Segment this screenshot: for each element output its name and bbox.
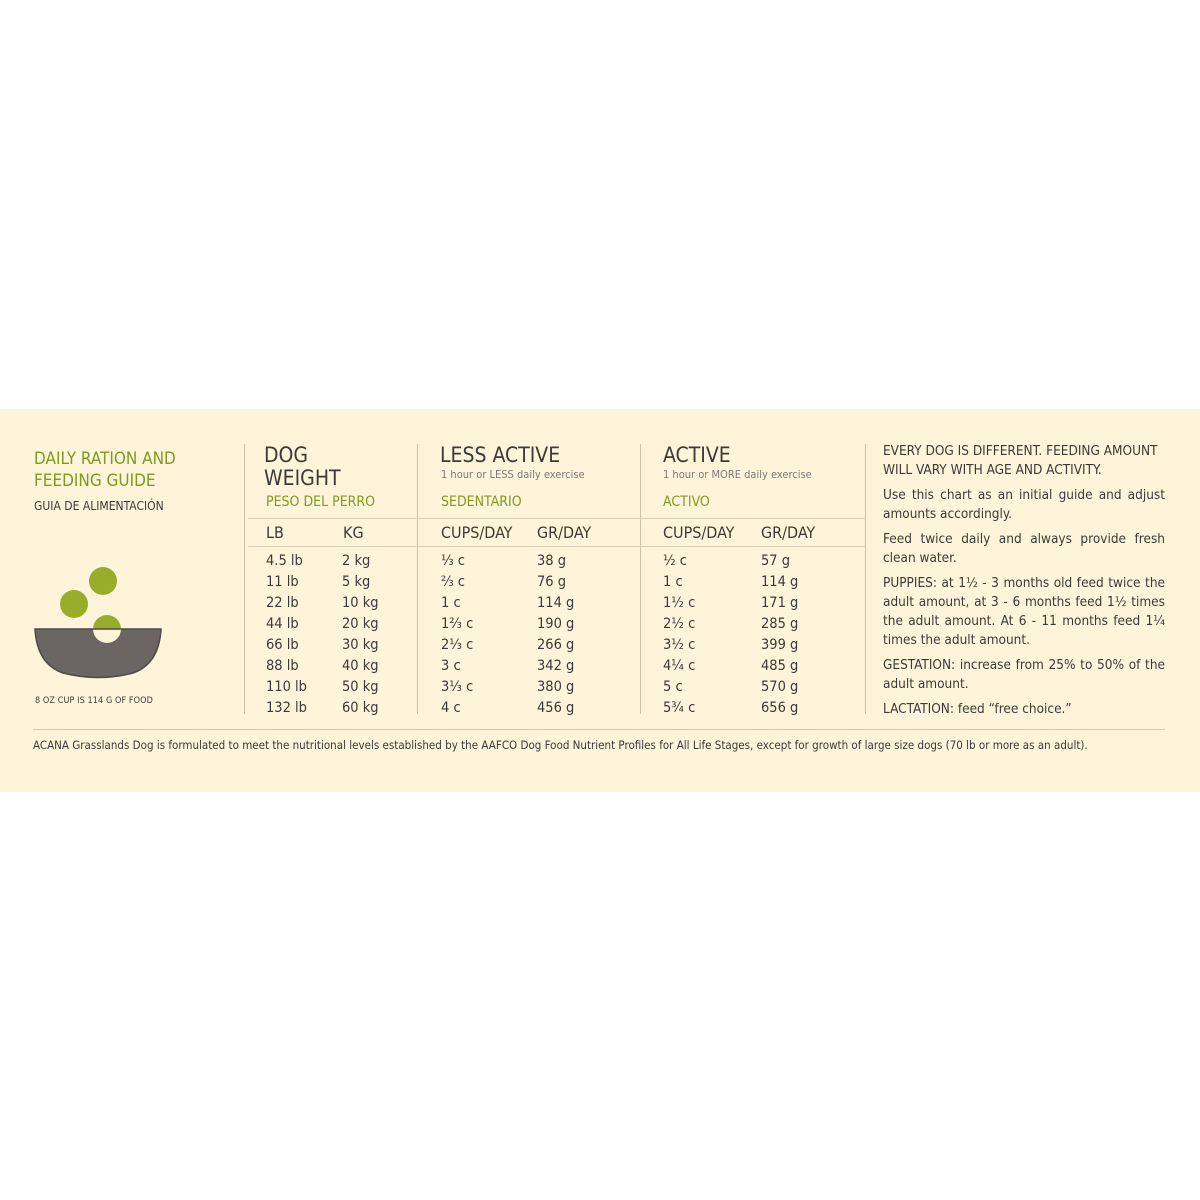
active-cups-cell: 3½ c [663, 637, 696, 653]
less-active-cups-column [441, 551, 473, 719]
less-active-spanish: SEDENTARIO [441, 494, 522, 510]
kibble-icon [60, 590, 88, 618]
units-rule [248, 546, 866, 547]
active-cups-cell: 5¾ c [663, 700, 696, 716]
active-gr-cell: 399 g [761, 637, 799, 653]
footer-rule [33, 729, 1165, 730]
weight-lb-cell: 44 lb [266, 616, 299, 632]
weight-lb-cell: 66 lb [266, 637, 299, 653]
weight-lb-cell: 110 lb [266, 679, 307, 695]
less-active-cups-cell: 1⅔ c [441, 616, 474, 632]
notes-gestation: GESTATION: increase from 25% to 50% of the adult amount. [883, 657, 1165, 692]
active-spanish: ACTIVO [663, 494, 710, 510]
lb-column [266, 551, 307, 719]
kibble-icon [93, 615, 121, 629]
active-gr-cell: 485 g [761, 658, 799, 674]
less-active-cups-cell: 3⅓ c [441, 679, 474, 695]
active-note: 1 hour or MORE daily exercise [663, 468, 812, 481]
less-active-gr-cell: 456 g [537, 700, 575, 716]
weight-lb-cell: 4.5 lb [266, 553, 303, 569]
weight-kg-cell: 30 kg [342, 637, 379, 653]
notes-paragraph: Feed twice daily and always provide fresh clean water. [883, 531, 1165, 566]
active-gr-cell: 57 g [761, 553, 791, 569]
weight-kg-cell: 50 kg [342, 679, 379, 695]
less-active-cups-header: CUPS/DAY [441, 523, 513, 542]
less-active-gr-cell: 342 g [537, 658, 575, 674]
active-cups-header: CUPS/DAY [663, 523, 735, 542]
notes-headline: EVERY DOG IS DIFFERENT. FEEDING AMOUNT WILL VARY WITH AGE AND ACTIVITY. [883, 443, 1158, 478]
less-active-cups-cell: 3 c [441, 658, 461, 674]
less-active-cups-cell: 1 c [441, 595, 461, 611]
weight-lb-cell: 22 lb [266, 595, 299, 611]
less-active-gr-column [537, 551, 574, 719]
dog-weight-spanish: PESO DEL PERRO [266, 494, 376, 510]
weight-kg-cell: 2 kg [342, 553, 371, 569]
weight-kg-cell: 5 kg [342, 574, 371, 590]
weight-kg-cell: 10 kg [342, 595, 379, 611]
column-divider [640, 444, 641, 714]
active-cups-cell: 4¼ c [663, 658, 696, 674]
column-divider [244, 444, 245, 714]
less-active-gr-cell: 266 g [537, 637, 575, 653]
column-divider [865, 444, 866, 714]
weight-kg-cell: 60 kg [342, 700, 379, 716]
feeding-notes [883, 442, 1165, 725]
active-gr-column [761, 551, 798, 719]
active-gr-cell: 656 g [761, 700, 799, 716]
guide-title: DAILY RATION AND FEEDING GUIDE [34, 449, 176, 491]
feeding-guide-panel [0, 409, 1200, 792]
less-active-cups-cell: ⅔ c [441, 574, 465, 590]
less-active-gr-cell: 380 g [537, 679, 575, 695]
less-active-gr-cell: 190 g [537, 616, 575, 632]
less-active-heading: LESS ACTIVE [440, 443, 561, 467]
weight-lb-cell: 132 lb [266, 700, 307, 716]
guide-subtitle: GUIA DE ALIMENTACIÓN [34, 499, 164, 513]
less-active-cups-cell: ⅓ c [441, 553, 465, 569]
bowl-icon [33, 564, 163, 679]
active-gr-cell: 171 g [761, 595, 799, 611]
kg-column [342, 551, 379, 719]
weight-lb-cell: 88 lb [266, 658, 299, 674]
less-active-gr-cell: 114 g [537, 595, 575, 611]
active-gr-cell: 114 g [761, 574, 799, 590]
kg-header: KG [343, 523, 364, 542]
kibble-icon [89, 567, 117, 595]
active-cups-cell: 5 c [663, 679, 683, 695]
active-gr-cell: 285 g [761, 616, 799, 632]
active-cups-cell: 2½ c [663, 616, 696, 632]
notes-paragraph: Use this chart as an initial guide and adjust amounts accordingly. [883, 487, 1165, 522]
dog-weight-heading: DOG WEIGHT [264, 443, 341, 490]
less-active-cups-cell: 4 c [441, 700, 461, 716]
active-heading: ACTIVE [663, 443, 731, 467]
weight-lb-cell: 11 lb [266, 574, 299, 590]
active-cups-cell: ½ c [663, 553, 687, 569]
less-active-note: 1 hour or LESS daily exercise [441, 468, 585, 481]
cup-note: 8 OZ CUP IS 114 G OF FOOD [35, 696, 153, 706]
active-cups-cell: 1 c [663, 574, 683, 590]
column-divider [417, 444, 418, 714]
weight-kg-cell: 20 kg [342, 616, 379, 632]
lb-header: LB [266, 523, 284, 542]
active-cups-column [663, 551, 695, 719]
less-active-gr-cell: 76 g [537, 574, 567, 590]
less-active-gr-cell: 38 g [537, 553, 567, 569]
active-cups-cell: 1½ c [663, 595, 696, 611]
weight-kg-cell: 40 kg [342, 658, 379, 674]
notes-puppies: PUPPIES: at 1½ - 3 months old feed twice the adult amount, at 3 - 6 months feed 1½ times the adult amount. At 6 - 11 months feed 1¼ times the adult amount. [883, 575, 1165, 648]
less-active-cups-cell: 2⅓ c [441, 637, 474, 653]
active-gr-header: GR/DAY [761, 523, 816, 542]
notes-lactation: LACTATION: feed “free choice.” [883, 701, 1072, 717]
less-active-gr-header: GR/DAY [537, 523, 592, 542]
header-rule [248, 518, 866, 519]
active-gr-cell: 570 g [761, 679, 799, 695]
bowl-shape [35, 629, 161, 678]
aafco-statement: ACANA Grasslands Dog is formulated to meet the nutritional levels established by the AAFCO Dog Food Nutrient Profiles for All Life Stages, except for growth of large size dogs (70 lb or more as an adult). [33, 738, 1088, 752]
